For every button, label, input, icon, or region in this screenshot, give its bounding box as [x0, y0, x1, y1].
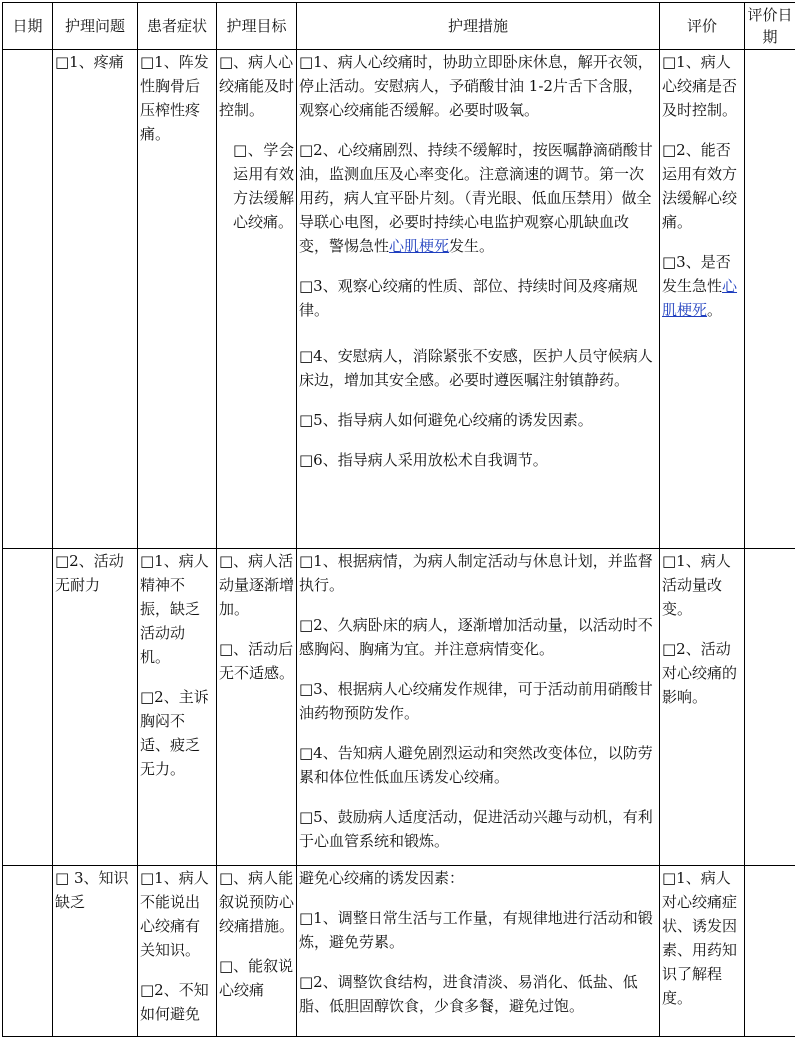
goal-cell — [217, 866, 297, 1037]
measure-text-part: □2、心绞痛剧烈、持续不缓解时，按医嘱静滴硝酸甘油，监测血压及心率变化。注意滴速的调节。第一次用药，病人宜平卧片刻。（青光眼、低血压禁用）做全导联心电图，必要时持续心电监护观察心肌缺血改变，警惕急性 — [299, 141, 653, 255]
date-cell — [3, 549, 53, 866]
symptom-cell — [138, 549, 217, 866]
header-problem: 护理问题 — [53, 3, 138, 50]
goal-cell — [217, 549, 297, 866]
problem-cell — [53, 50, 138, 549]
measure-text: □5、指导病人如何避免心绞痛的诱发因素。 — [299, 411, 593, 429]
measure-text: □5、鼓励病人适度活动，促进活动兴趣与动机，有利于心血管系统和锻炼。 — [299, 808, 653, 850]
measure-text: □4、告知病人避免剧烈运动和突然改变体位，以防劳累和体位性低血压诱发心绞痛。 — [299, 744, 653, 786]
goal-text: □、学会运用有效方法缓解心绞痛。 — [233, 141, 294, 231]
problem-cell — [53, 549, 138, 866]
myocardial-infarction-link[interactable] — [389, 237, 449, 255]
problem-cell — [53, 866, 138, 1037]
measures-cell — [297, 866, 660, 1037]
header-measures: 护理措施 — [297, 3, 660, 50]
date-cell — [3, 866, 53, 1037]
evaluation-text: □1、病人心绞痛是否及时控制。 — [662, 53, 738, 119]
eval-date-cell — [745, 50, 796, 549]
measure-text: □6、指导病人采用放松术自我调节。 — [299, 451, 548, 469]
myocardial-infarction-link[interactable]: 心肌梗死 — [662, 277, 738, 319]
symptom-cell — [138, 50, 217, 549]
header-evaluation: 评价 — [660, 3, 745, 50]
evaluation-text: □1、病人对心绞痛症状、诱发因素、用药知识了解程度。 — [662, 869, 738, 1007]
measure-text: □4、安慰病人，消除紧张不安感，医护人员守候病人床边，增加其安全感。必要时遵医嘱注射镇静药。 — [299, 347, 653, 389]
goal-text: □、病人能叙说预防心绞痛措施。 — [219, 869, 295, 935]
measure-text-part: 发生。 — [449, 237, 495, 255]
evaluation-text-part: □3、是否发生急性 — [662, 253, 731, 295]
table-row — [3, 866, 796, 1037]
link-part[interactable]: 梗死 — [419, 237, 450, 255]
problem-text: □1、疼痛 — [55, 53, 124, 71]
measure-text — [299, 138, 657, 258]
link-part[interactable]: 心肌 — [389, 237, 420, 255]
evaluation-text: □1、病人活动量改变。 — [662, 552, 731, 618]
symptom-text: □1、病人不能说出心绞痛有关知识。 — [140, 869, 209, 959]
evaluation-cell — [660, 549, 745, 866]
header-goal: 护理目标 — [217, 3, 297, 50]
measure-text: □1、调整日常生活与工作量，有规律地进行活动和锻炼，避免劳累。 — [299, 909, 653, 951]
symptom-text: □2、主诉胸闷不适、疲乏无力。 — [140, 688, 209, 778]
header-symptom: 患者症状 — [138, 3, 217, 50]
goal-cell — [217, 50, 297, 549]
symptom-text: □1、病人精神不振，缺乏活动动机。 — [140, 552, 209, 666]
header-eval-date: 评价日期 — [745, 3, 796, 50]
goal-text: □、病人心绞痛能及时控制。 — [219, 53, 295, 119]
measure-text: □3、观察心绞痛的性质、部位、持续时间及疼痛规律。 — [299, 277, 638, 319]
symptom-text: □1、阵发性胸骨后压榨性疼痛。 — [140, 53, 209, 143]
evaluation-cell — [660, 866, 745, 1037]
evaluation-text: □2、活动对心绞痛的影响。 — [662, 640, 738, 706]
evaluation-cell — [660, 50, 745, 549]
evaluation-text: □2、能否运用有效方法缓解心绞痛。 — [662, 141, 738, 231]
goal-text: □、活动后无不适感。 — [219, 640, 295, 682]
measure-text: 避免心绞痛的诱发因素： — [299, 869, 465, 887]
problem-text: □2、活动无耐力 — [55, 552, 124, 594]
evaluation-text — [662, 250, 742, 322]
measure-text: □1、病人心绞痛时，协助立即卧床休息，解开衣领，停止活动。安慰病人，予硝酸甘油 1-2片舌下含服，观察心绞痛能否缓解。必要时吸氧。 — [299, 53, 653, 119]
measure-text: □2、久病卧床的病人，逐渐增加活动量，以活动时不感胸闷、胸痛为宜。并注意病情变化。 — [299, 616, 653, 658]
measure-text: □1、根据病情，为病人制定活动与休息计划，并监督执行。 — [299, 552, 653, 594]
nursing-care-plan-table — [2, 2, 795, 1037]
eval-date-cell — [745, 866, 796, 1037]
document-page — [2, 2, 795, 1039]
measure-text: □3、根据病人心绞痛发作规律，可于活动前用硝酸甘油药物预防发作。 — [299, 680, 653, 722]
problem-text: □ 3、知识缺乏 — [55, 869, 129, 911]
eval-date-cell — [745, 549, 796, 866]
table-row — [3, 50, 796, 549]
symptom-cell — [138, 866, 217, 1037]
measures-cell — [297, 50, 660, 549]
symptom-text: □2、不知如何避免 — [140, 981, 209, 1023]
evaluation-text-part: 。 — [707, 301, 723, 319]
table-row — [3, 549, 796, 866]
goal-text: □、病人活动量逐渐增加。 — [219, 552, 295, 618]
header-row — [3, 3, 796, 50]
date-cell — [3, 50, 53, 549]
measures-cell — [297, 549, 660, 866]
header-date: 日期 — [3, 3, 53, 50]
goal-text: □、能叙说心绞痛 — [219, 957, 294, 999]
measure-text: □2、调整饮食结构，进食清淡、易消化、低盐、低脂、低胆固醇饮食，少食多餐，避免过饱。 — [299, 973, 638, 1015]
